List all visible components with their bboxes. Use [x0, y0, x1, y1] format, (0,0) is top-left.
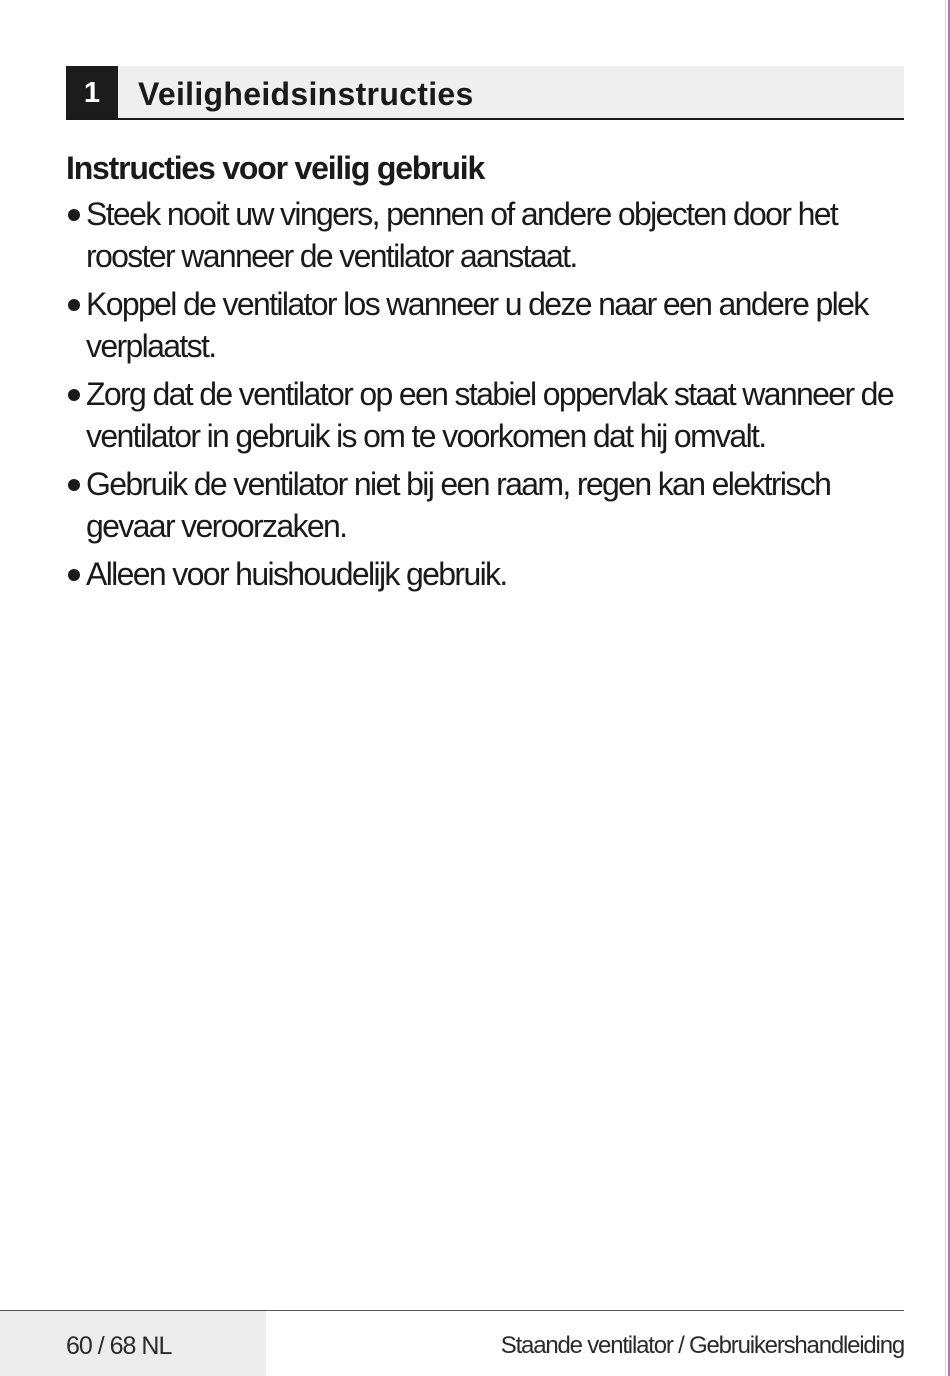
footer-document-title: Staande ventilator / Gebruikershandleiding	[500, 1332, 904, 1359]
chapter-title: Veiligheidsinstructies	[138, 76, 474, 112]
instruction-text: Alleen voor huishoudelijk gebruik.	[86, 556, 507, 592]
section-heading: Instructies voor veilig gebruik	[66, 150, 485, 186]
bullet-icon	[68, 299, 80, 311]
instruction-text: Zorg dat de ventilator op een stabiel oppervlak staat wanneer de ventilator in gebruik is om te voorkomen dat hij omvalt.	[86, 376, 893, 454]
instruction-list	[66, 193, 911, 601]
instruction-text: Koppel de ventilator los wanneer u deze naar een andere plek verplaatst.	[86, 286, 868, 364]
instruction-item-household	[66, 553, 911, 595]
bullet-icon	[68, 209, 80, 221]
chapter-header	[66, 66, 904, 120]
instruction-item-unplug	[66, 283, 911, 367]
page-edge-line-inner	[945, 0, 946, 1376]
bullet-icon	[68, 569, 80, 581]
chapter-number: 1	[66, 66, 118, 118]
instruction-text: Gebruik de ventilator niet bij een raam, regen kan elektrisch gevaar veroorzaken.	[86, 466, 831, 544]
instruction-item-stable-surface	[66, 373, 911, 457]
bullet-icon	[68, 389, 80, 401]
instruction-text: Steek nooit uw vingers, pennen of andere objecten door het rooster wanneer de ventilator aanstaat.	[86, 196, 838, 274]
instruction-item-window	[66, 463, 911, 547]
bullet-icon	[68, 479, 80, 491]
instruction-item-finger-safety	[66, 193, 911, 277]
page-number: 60 / 68 NL	[66, 1332, 172, 1360]
